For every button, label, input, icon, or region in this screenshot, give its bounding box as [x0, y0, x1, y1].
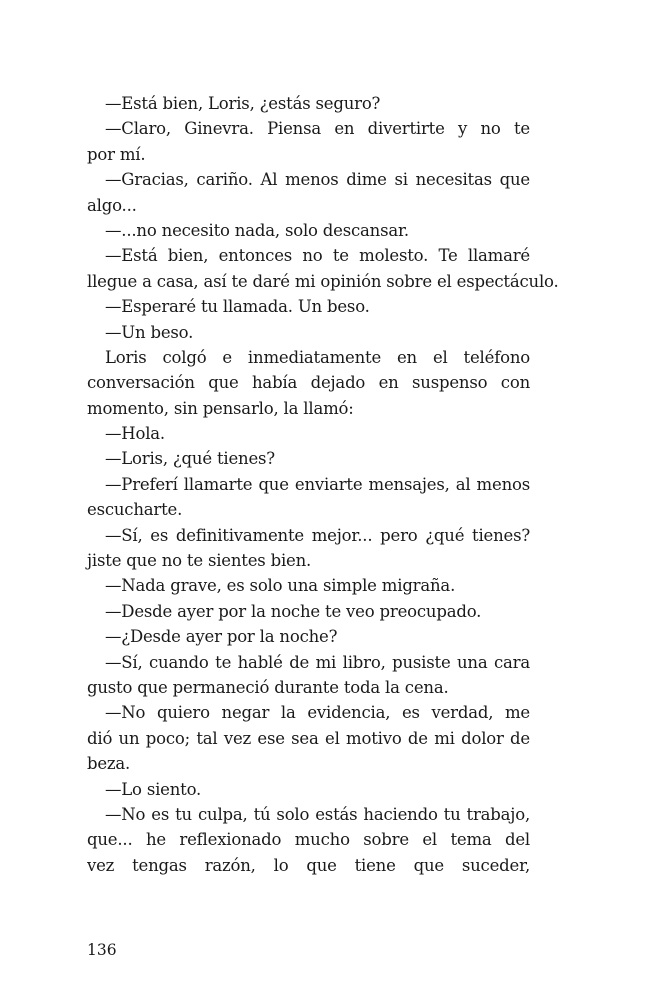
text-line: momento, sin pensarlo, la llamó:	[87, 398, 354, 418]
text-line: —Nada grave, es solo una simple migraña.	[105, 576, 456, 596]
text-line: gusto que permaneció durante toda la cena.	[87, 677, 449, 697]
text-line: llegue a casa, así te daré mi opinión sobre el espectáculo.	[87, 271, 559, 291]
text-line: conversación que había dejado en suspenso con	[87, 373, 530, 393]
text-line: —...no necesito nada, solo descansar.	[105, 220, 409, 240]
text-line: —Lo siento.	[105, 779, 202, 799]
text-line: —Está bien, entonces no te molesto. Te llamaré	[105, 246, 530, 266]
text-line: que... he reflexionado mucho sobre el tema del	[87, 830, 530, 850]
text-line: jiste que no te sientes bien.	[87, 551, 312, 571]
text-line: —Gracias, cariño. Al menos dime si necesitas que	[105, 170, 530, 190]
text-line: —Sí, cuando te hablé de mi libro, pusiste una cara	[105, 652, 530, 672]
text-line: —Está bien, Loris, ¿estás seguro?	[105, 94, 381, 113]
text-line: —Claro, Ginevra. Piensa en divertirte y no te	[105, 119, 530, 139]
page-number: 136	[87, 941, 117, 959]
text-line: escucharte.	[87, 500, 183, 520]
text-line: vez tengas razón, lo que tiene que suceder,	[87, 855, 530, 875]
text-line: —No quiero negar la evidencia, es verdad, me	[105, 703, 530, 723]
text-line: algo...	[87, 195, 137, 215]
text-line: —No es tu culpa, tú solo estás haciendo tu trabajo,	[105, 804, 530, 824]
text-line: —Un beso.	[105, 322, 194, 342]
text-line: beza.	[87, 754, 131, 774]
text-line: —Preferí llamarte que enviarte mensajes, al menos	[105, 474, 530, 494]
text-line: —Sí, es definitivamente mejor... pero ¿qué tienes?	[105, 525, 530, 545]
text-line: —Loris, ¿qué tienes?	[105, 449, 275, 469]
text-line: —¿Desde ayer por la noche?	[105, 627, 338, 647]
text-line: —Esperaré tu llamada. Un beso.	[105, 297, 370, 317]
text-line: Loris colgó e inmediatamente en el teléfono	[105, 347, 530, 367]
text-line: por mí.	[87, 144, 146, 164]
text-line: —Hola.	[105, 424, 165, 444]
text-line: —Desde ayer por la noche te veo preocupado.	[105, 601, 482, 621]
text-line: dió un poco; tal vez ese sea el motivo de mi dolor de	[87, 728, 530, 748]
body-text	[87, 91, 559, 878]
